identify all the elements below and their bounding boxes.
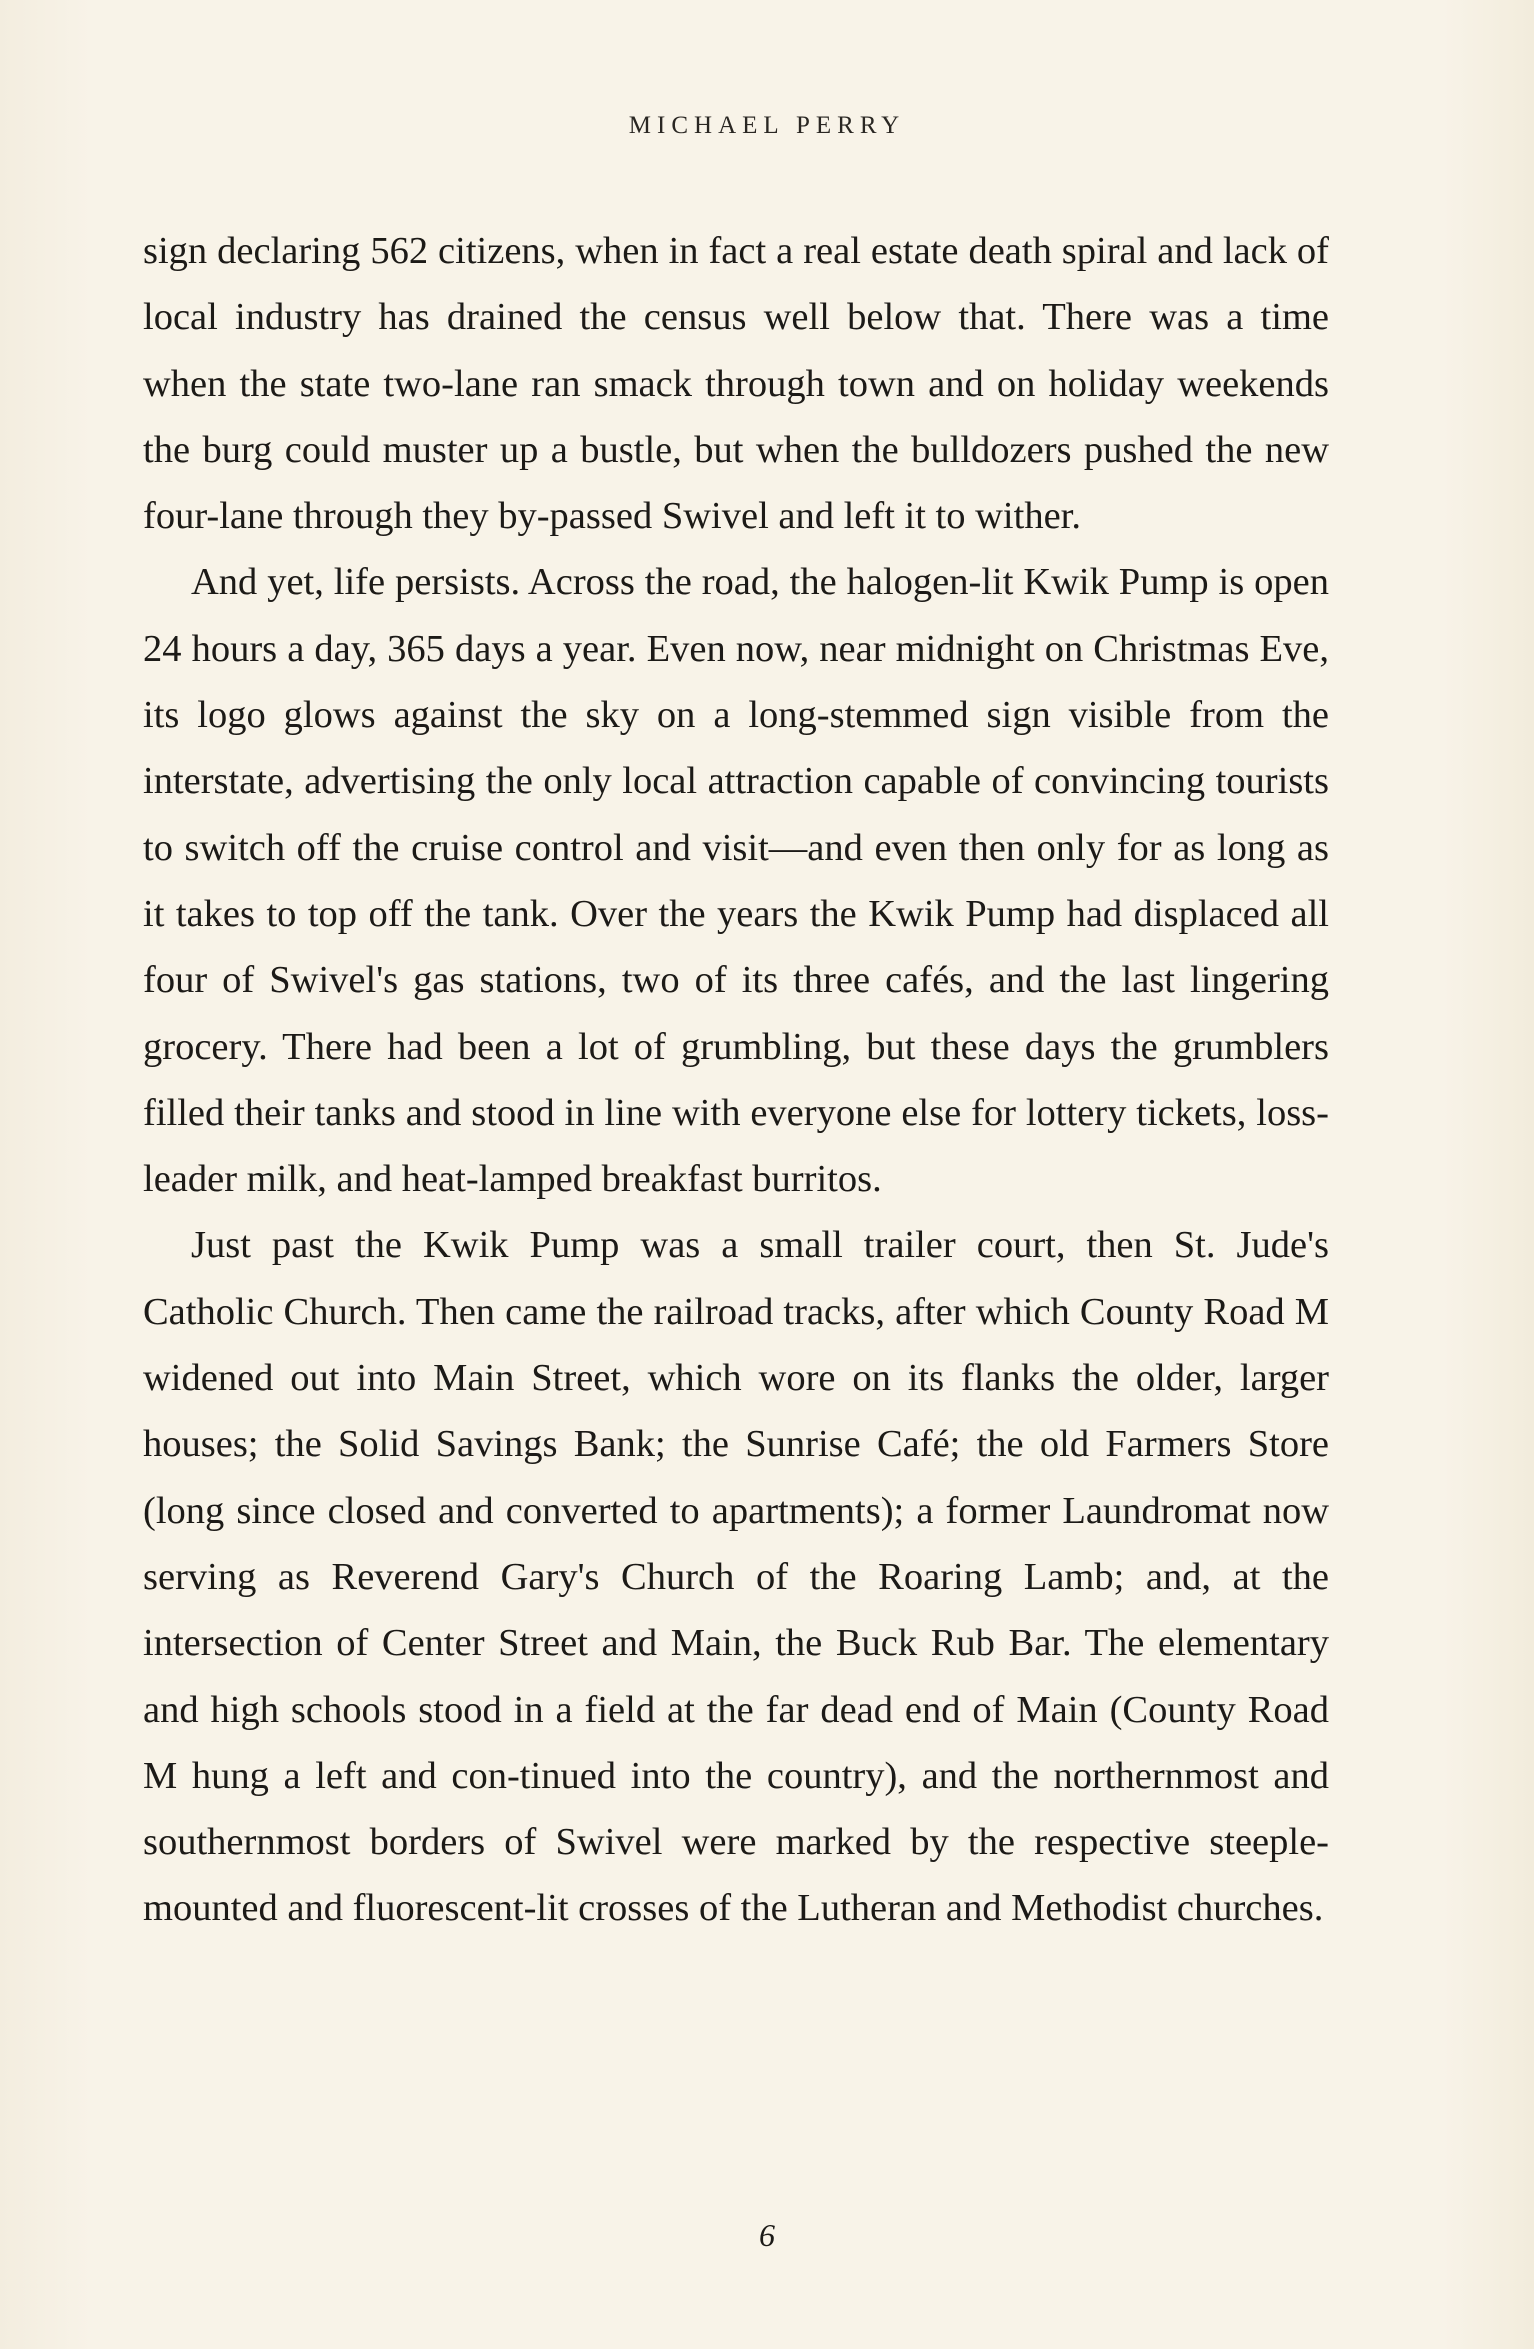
paragraph-1: sign declaring 562 citizens, when in fact a real estate death spiral and lack of local industry has drained the census well below that. There was a time when the state two-lane ran smack through town and on holiday weekends the burg could muster up a bustle, but when the bulldozers pushed the new four-lane through they by-passed Swivel and left it to wither. [143, 230, 1329, 538]
running-head: MICHAEL PERRY [628, 112, 906, 139]
paragraph-3: Just past the Kwik Pump was a small trailer court, then St. Jude's Catholic Church. Then came the railroad tracks, after which County Road M widened out into Main Street, which wore on its flanks the older, larger houses; the Solid Savings Bank; the Sunrise Café; the old Farmers Store (long since closed and converted to apartments); a former Laundromat now serving as Reverend Gary's Church of the Roaring Lamb; and, at the intersection of Center Street and Main, the Buck Rub Bar. The elementary and high schools stood in a field at the far dead end of Main (County Road M hung a left and con-tinued into the country), and the northernmost and southernmost borders of Swivel were marked by the respective steeple-mounted and fluorescent-lit crosses of the Lutheran and Methodist churches. [143, 1224, 1329, 1930]
page-number: 6 [759, 2217, 775, 2253]
body-text [143, 218, 1329, 1942]
paragraph-2: And yet, life persists. Across the road, the halogen-lit Kwik Pump is open 24 hours a day, 365 days a year. Even now, near midnight on Christmas Eve, its logo glows against the sky on a long-stemmed sign visible from the interstate, advertising the only local attraction capable of convincing tourists to switch off the cruise control and visit—and even then only for as long as it takes to top off the tank. Over the years the Kwik Pump had displaced all four of Swivel's gas stations, two of its three cafés, and the last lingering grocery. There had been a lot of grumbling, but these days the grumblers filled their tanks and stood in line with everyone else for lottery tickets, loss-leader milk, and heat-lamped breakfast burritos. [143, 561, 1329, 1201]
